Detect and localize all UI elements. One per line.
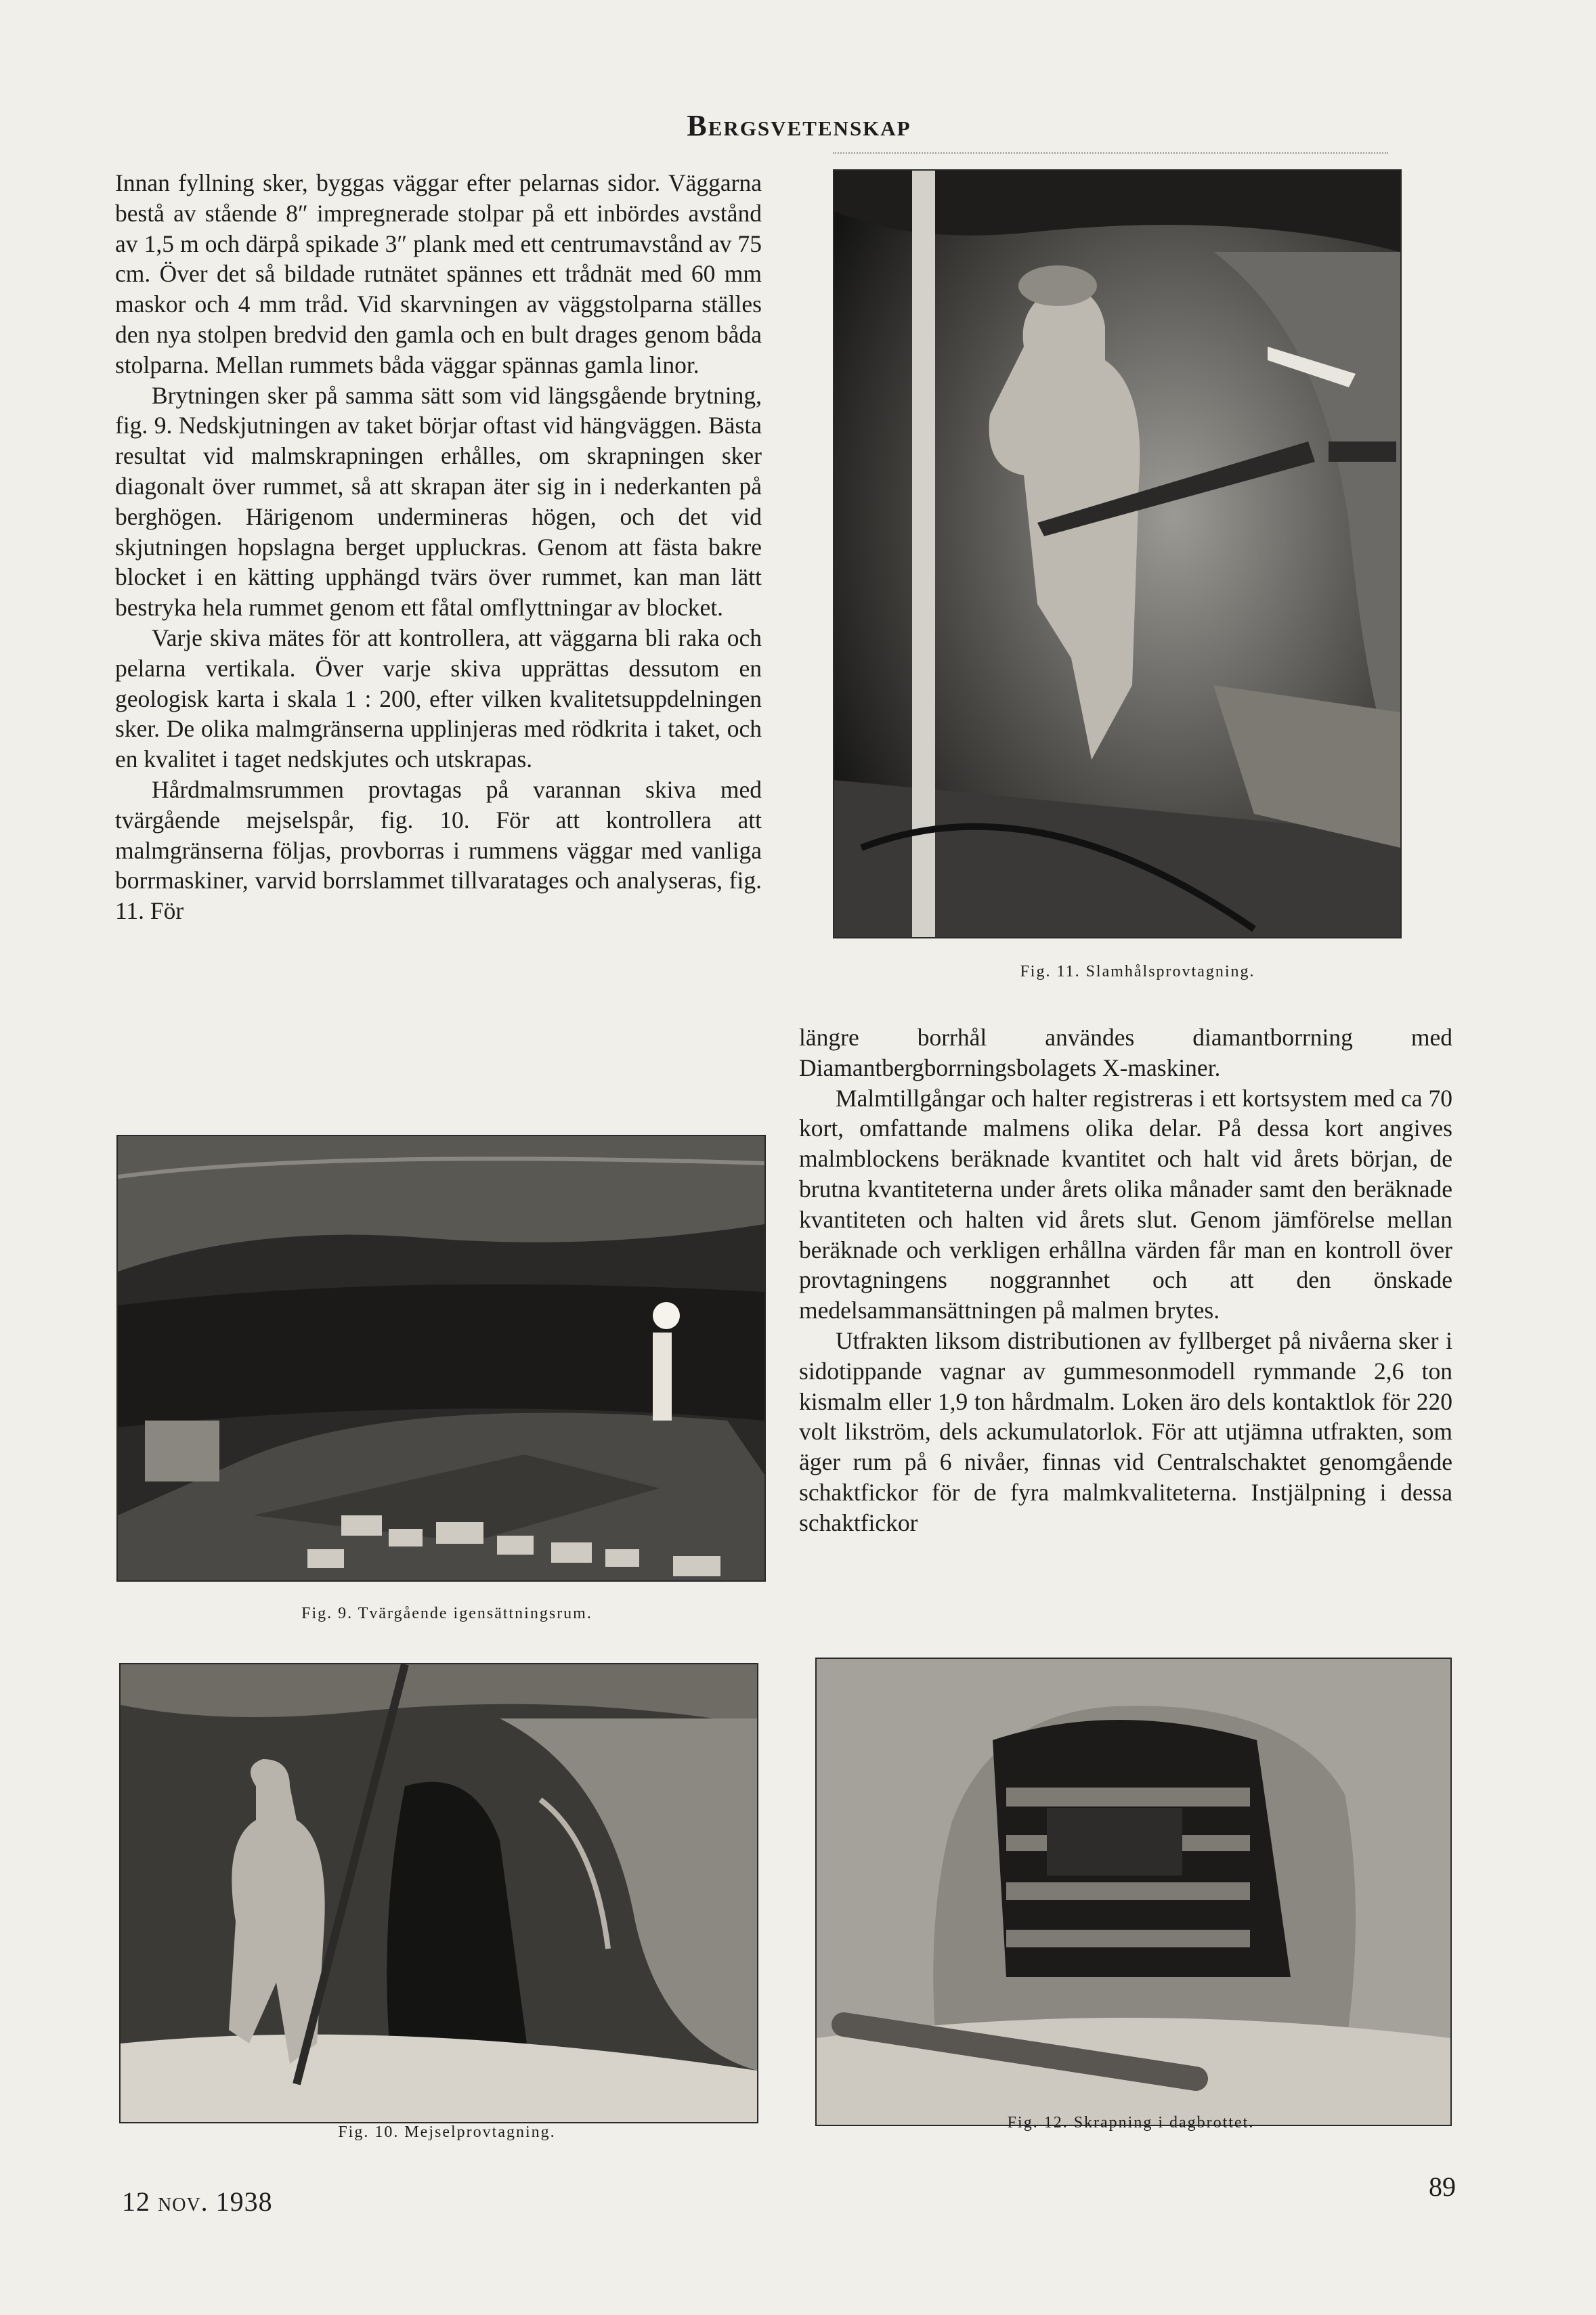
paragraph: Brytningen sker på samma sätt som vid längsgående brytning, fig. 9. Nedskjutningen av taket börjar oftast vid hängväggen. Bästa resultat vid malmskrapningen erhålles, om skrapningen sker diagonalt över rummet, så att skrapan äter sig in i nederkanten på berghögen. Härigenom undermineras högen, och det vid skjutningen hopslagna berget uppluckras. Genom att fästa bakre blocket i en kätting upphängd tvärs över rummet, kan man lätt bestryka hela rummet genom ett fåtal omflyttningar av blocket. [115, 381, 762, 622]
caption-fig9: Fig. 9. Tvärgående igensättningsrum. [301, 1605, 592, 1622]
page-number: 89 [1429, 2171, 1456, 2202]
caption-fig12: Fig. 12. Skrapning i dagbrottet. [1007, 2114, 1255, 2132]
left-text-column [115, 168, 762, 926]
paragraph: Hårdmalmsrummen provtagas på varannan skiva med tvärgående mejselspår, fig. 10. För att kontrollera att malmgränserna följas, provborras i rummens väggar med vanliga borrmaskiner, varvid borrslammet tillvaratages och analyseras, fig. 11. För [115, 775, 762, 925]
caption-fig10: Fig. 10. Mejselprovtagning. [338, 2123, 556, 2141]
right-text-column [799, 1022, 1452, 1538]
paragraph: Innan fyllning sker, byggas väggar efter pelarnas sidor. Väggarna bestå av stående 8″ impregnerade stolpar på ett inbördes avstånd av 1,5 m och därpå spikade 3″ plank med ett centrumavstånd av 75 cm. Över det så bildade rutnätet spännes ett trådnät med 60 mm maskor och 4 mm tråd. Vid skarvningen av väggstolparna ställes den nya stolpen bredvid den gamla och en bult drages genom båda stolparna. Mellan rummets båda väggar spännas gamla linor. [115, 169, 762, 378]
page-header: Bergsvetenskap [687, 109, 911, 142]
footer-date: 12 nov. 1938 [122, 2186, 273, 2217]
photo-fig12-open-pit-scraping [815, 1658, 1452, 2126]
photo-fig11-miner-drilling [833, 169, 1402, 938]
caption-fig11: Fig. 11. Slamhålsprovtagning. [1020, 963, 1255, 980]
header-rule [833, 152, 1388, 154]
paragraph: Varje skiva mätes för att kontrollera, att väggarna bli raka och pelarna vertikala. Över varje skiva upprättas dessutom en geologisk karta i skala 1 : 200, efter vilken kvalitetsuppdelningen sker. De olika malmgränserna upplinjeras med rödkrita i taket, och en kvalitet i taget nedskjutes och utskrapas. [115, 624, 762, 773]
paragraph: Utfrakten liksom distributionen av fyllberget på nivåerna sker i sidotippande vagnar av gummesonmodell rymmande 2,6 ton kismalm eller 1,9 ton hårdmalm. Loken äro dels kontaktlok för 220 volt likström, dels ackumulatorlok. För att utjämna utfrakten, som äger rum på 6 nivåer, finnas vid Centralschaktet genomgående schaktfickor för de fyra malmkvaliteterna. Instjälpning i dessa schaktfickor [799, 1326, 1452, 1536]
paragraph: längre borrhål användes diamantborrning med Diamantbergborrningsbolagets X-maskiner. [799, 1024, 1452, 1081]
photo-fig10-chisel-sampling [119, 1663, 758, 2123]
paragraph: Malmtillgångar och halter registreras i ett kortsystem med ca 70 kort, omfattande malmens olika delar. På dessa kort angives malmblockens beräknade kvantitet och halt vid årets början, de brutna kvantiteterna under årets olika månader samt den beräknade kvantiteten och halten vid årets slut. Genom jämförelse mellan beräknade och verkligen erhållna värden får man en kontroll över provtagningens noggrannhet och att den önskade medelsammansättningen på malmen brytes. [799, 1084, 1452, 1324]
photo-fig9-stope [116, 1135, 766, 1582]
